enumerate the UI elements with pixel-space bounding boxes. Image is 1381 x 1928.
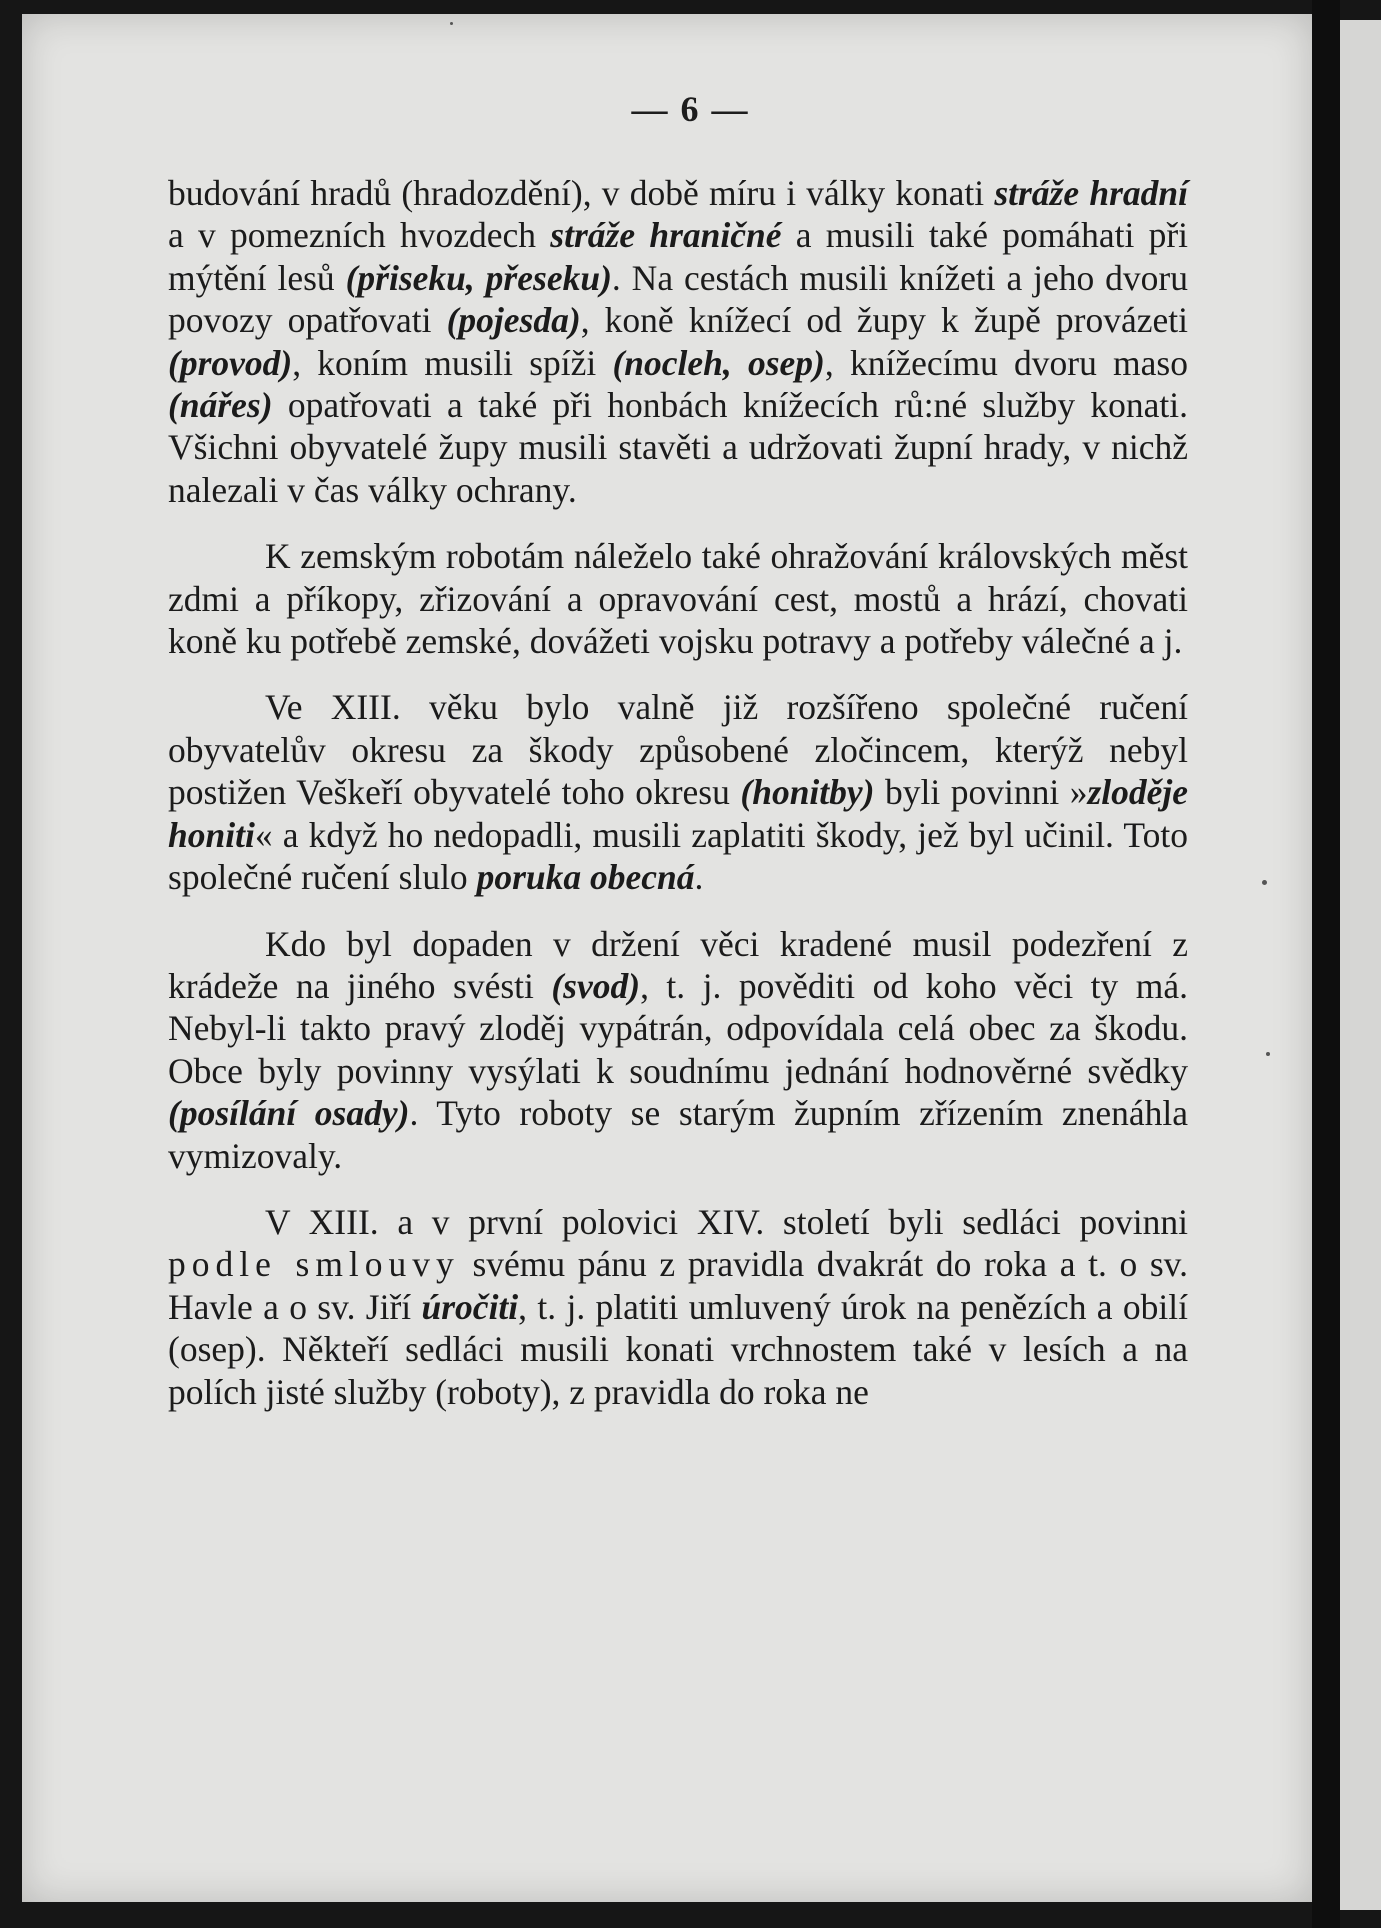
- text-run: V XIII. a v první polovici XIV. století byli sedláci povinni: [265, 1201, 1188, 1242]
- text-run: a musili také pomáhati při mýtění lesů: [168, 215, 1188, 298]
- text-run: , t. j. pověditi od koho věci ty má. Nebyl-li takto pravý zloděj vypátrán, odpovídala celá obec za škodu. Obce byly povinny vysýlati k soudnímu jednání hodnověrné svědky: [168, 965, 1189, 1091]
- binding-shadow: [1312, 0, 1340, 1928]
- text-run: . Tyto roboty se starým župním zřízením znenáhla vymizovaly.: [168, 1093, 1188, 1176]
- paragraph-5: [168, 1201, 1188, 1413]
- emphasized-term: (přiseku, přeseku): [345, 257, 612, 298]
- paragraph-3: [168, 686, 1188, 898]
- emphasized-term: (nocleh, osep): [612, 342, 825, 383]
- text-run: a v pomezních hvozdech: [168, 215, 551, 256]
- text-run: , knížecímu dvoru maso: [824, 342, 1188, 383]
- text-run: K zemským robotám náleželo také ohražování královských měst zdmi a příkopy, zřizování a opravování cest, mostů a hrází, chovati koně ku potřebě zemské, dovážeti vojsku potravy a potřeby válečné a j.: [168, 536, 1188, 662]
- scan-speck: [1266, 1052, 1270, 1056]
- emphasized-term: (honitby): [740, 772, 875, 813]
- text-run: opatřovati a také při honbách knížecích rů:né služby konati. Všichni obyvatelé župy musili stavěti a udržovati župní hrady, v nichž nalezali v čas války ochrany.: [168, 385, 1188, 510]
- text-run: « a když ho nedopadli, musili zaplatiti škody, jež byl učinil. Toto společné ručení slulo: [168, 814, 1188, 898]
- emphasized-term: poruka obecná: [476, 857, 695, 898]
- emphasized-term: (svod): [551, 965, 641, 1006]
- emphasized-term: (provod): [168, 342, 293, 383]
- paragraph-4: [168, 923, 1188, 1177]
- emphasized-term: (pojesda): [446, 300, 581, 341]
- text-run: . Na cestách musili knížeti a jeho dvoru povozy opatřovati: [168, 257, 1189, 341]
- text-run: budování hradů (hradozdění), v době míru i války konati: [168, 173, 995, 213]
- text-run: , koním musili spíži: [292, 342, 613, 383]
- emphasized-term: (posílání osady): [168, 1093, 410, 1134]
- scan-speck: [1262, 880, 1267, 885]
- page-number: — 6 —: [631, 89, 750, 129]
- emphasized-term: (nářes): [168, 385, 273, 426]
- spaced-emphasis: podle smlouvy: [168, 1244, 460, 1285]
- text-run: .: [694, 857, 704, 898]
- text-run: , t. j. platiti umluvený úrok na penězích a obilí (osep). Někteří sedláci musili konati vrchnostem také v lesích a na polích jisté služby (roboty), z pravidla do roka ne: [168, 1286, 1188, 1412]
- adjacent-page-edge: [1340, 20, 1381, 1910]
- text-run: Kdo byl dopaden v držení věci kradené musil podezření z krádeže na jiného svésti: [168, 923, 1188, 1006]
- emphasized-term: zloděje honiti: [168, 772, 1189, 855]
- paragraph-2: [168, 535, 1188, 662]
- text-run: , koně knížecí od župy k župě provázeti: [580, 300, 1189, 341]
- paragraph-1: [168, 172, 1188, 511]
- emphasized-term: úročiti: [421, 1286, 519, 1327]
- text-run: Ve XIII. věku bylo valně již rozšířeno společné ručení obyvatelův okresu za škody způsobené zločincem, kterýž nebyl postižen Veškeří obyvatelé toho okresu: [168, 687, 1188, 813]
- text-run: byli povinni »: [874, 772, 1088, 813]
- emphasized-term: stráže hradní: [994, 173, 1188, 213]
- page-body: [168, 172, 1188, 1413]
- scan-speck: [450, 22, 453, 25]
- emphasized-term: stráže hraničné: [550, 215, 782, 256]
- text-run: svému pánu z pravidla dvakrát do roka a t. o sv. Havle a o sv. Jiří: [168, 1244, 1188, 1327]
